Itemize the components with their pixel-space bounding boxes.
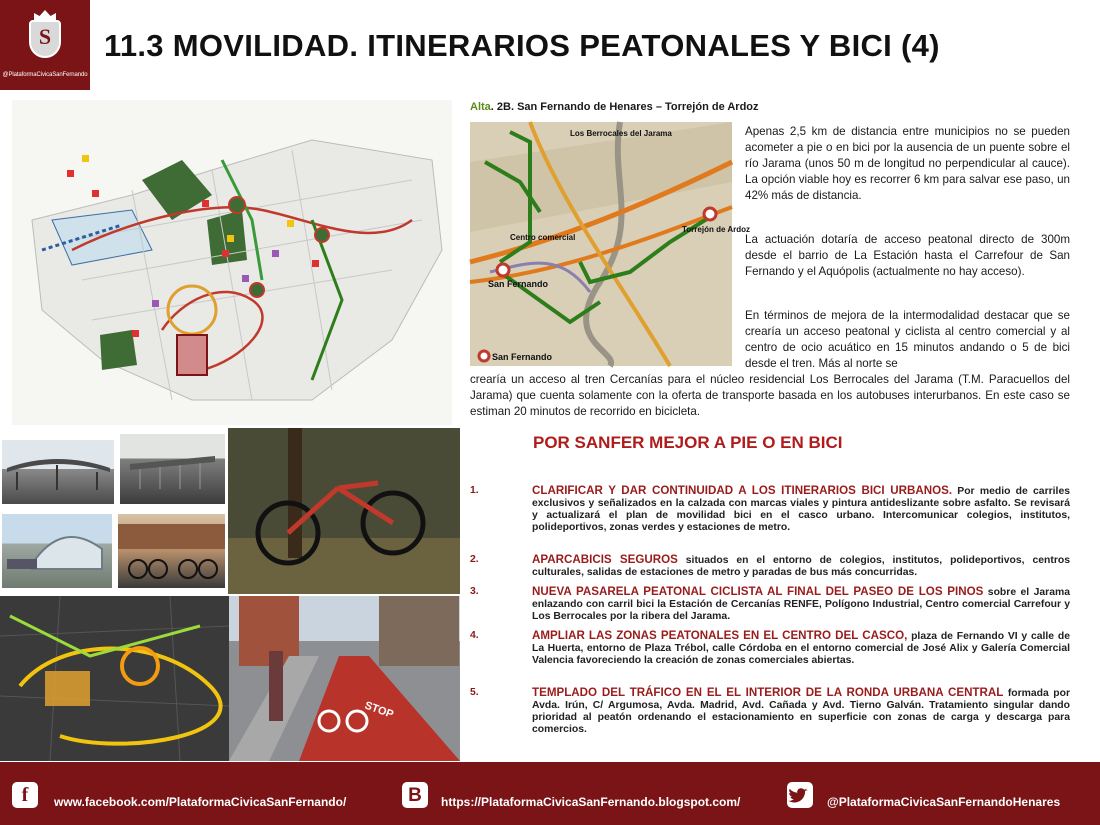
bike-rack-graphic xyxy=(118,514,225,588)
list-item-lead: AMPLIAR LAS ZONAS PEATONALES EN EL CENTRO DEL CASCO, xyxy=(532,629,908,642)
bike-parking-graphic xyxy=(120,434,225,504)
aerial-map-photo xyxy=(0,596,229,761)
covered-bike-park-photo xyxy=(2,514,112,588)
route-map xyxy=(470,122,750,366)
stop-sign-text: STOP xyxy=(362,699,396,721)
label-torrejon: Torrejón de Ardoz xyxy=(682,225,750,234)
section-heading-text: . 2B. San Fernando de Henares – Torrejón de Ardoz xyxy=(490,101,759,113)
list-item xyxy=(470,630,1070,667)
list-item-lead: TEMPLADO DEL TRÁFICO EN EL EL INTERIOR DE LA RONDA URBANA CENTRAL xyxy=(532,686,1004,699)
label-sanfernando: San Fernando xyxy=(488,279,549,289)
list-item-lead: NUEVA PASARELA PEATONAL CICLISTA AL FINAL DEL PASEO DE LOS PINOS xyxy=(532,585,984,598)
blogger-icon[interactable]: B xyxy=(402,782,428,808)
list-item-text: Por medio de carriles exclusivos y señalizados en la calzada con marcas viales y pintura antideslizante sobre asfalto. Se revisará y actualizará el plan de movilidad bici en el casco urbano. Intercomunicar colegios, institutos, polideportivos, zonas verdes y estaciones de metro. xyxy=(532,486,1070,533)
list-item-text: formada por Avda. Irún, C/ Argumosa, Avda. Madrid, Avd. Cañada y Avd. Tierno Galván. Tratamiento singular dando prioridad al peatón ordenando el estacionamiento en superficie con zonas de carga y descarga para comercios. xyxy=(532,688,1071,735)
bike-lane-street-photo xyxy=(229,596,460,761)
bicycle-graphic xyxy=(228,428,460,594)
list-item-number: 2. xyxy=(470,554,479,565)
facebook-icon[interactable]: f xyxy=(12,782,38,808)
bike-parking-photo xyxy=(120,434,225,504)
priority-label: Alta xyxy=(470,101,491,113)
list-item xyxy=(470,586,1070,623)
bicycle-photo xyxy=(228,428,460,594)
paragraph-intermodality-cont: crearía un acceso al tren Cercanías para el núcleo residencial Los Berrocales del Jarama (T.M. Paracuellos del Jarama) que cuenta solamente con la oferta de transporte basada en los autobuses interurbanos. En este caso se estiman 20 minutos de recorrido en bicicleta. xyxy=(470,373,1070,418)
list-item-lead: CLARIFICAR Y DAR CONTINUIDAD A LOS ITINERARIOS BICI URBANOS. xyxy=(532,484,953,497)
list-item-number: 5. xyxy=(470,687,479,698)
label-centro: Centro comercial xyxy=(510,233,576,242)
list-item-text: plaza de Fernando VI y calle de La Huerta, entorno de Plaza Trébol, calle Córdoba en el entorno comercial de José Alix y Galería Comercial Valencia favoreciendo la creación de zonas comerciales abiertas. xyxy=(532,631,1070,666)
bike-lane-street-graphic xyxy=(229,596,460,761)
covered-bike-park-graphic xyxy=(2,514,112,588)
twitter-link[interactable]: @PlataformaCivicaSanFernandoHenares xyxy=(827,795,1061,809)
list-item-text: situados en el entorno de colegios, institutos, polideportivos, centros culturales, salidas de estaciones de metro y paradas de bus más concurridas. xyxy=(532,555,1070,578)
twitter-bird-icon xyxy=(787,782,813,808)
city-map-graphic xyxy=(12,100,452,425)
logo-letter: S xyxy=(38,24,52,49)
crown-icon xyxy=(34,10,56,20)
aerial-map-graphic xyxy=(0,596,229,761)
slogan: POR SANFER MEJOR A PIE O EN BICI xyxy=(533,433,843,452)
label-berrocales: Los Berrocales del Jarama xyxy=(570,129,672,138)
list-item-number: 3. xyxy=(470,586,479,597)
logo-handle: @PlataformaCivicaSanFernando xyxy=(2,72,88,78)
page-title: 11.3 MOVILIDAD. ITINERARIOS PEATONALES Y BICI (4) xyxy=(104,28,940,63)
bike-rack-photo xyxy=(118,514,225,588)
logo xyxy=(0,0,90,90)
route-map-graphic xyxy=(470,122,750,366)
label-station: San Fernando xyxy=(492,352,553,362)
list-item-number: 1. xyxy=(470,485,479,496)
list-item-lead: APARCABICIS SEGUROS xyxy=(532,553,678,566)
section-heading xyxy=(470,101,759,113)
paragraph-distance: Apenas 2,5 km de distancia entre municipios no se pueden acometer a pie o en bici por la ausencia de un puente sobre el río Jarama (unos 50 m de longitud no perpendicular al cauce). La opción viable hoy es recorrer 6 km para salvar ese paso, un 42% más de distancia. xyxy=(745,125,1070,202)
paragraph-access: La actuación dotaría de acceso peatonal directo de 300m desde el barrio de La Estación hasta el Carrefour de San Fernando y el Aquópolis (actualmente no hay acceso). xyxy=(745,233,1070,278)
list-item-text: sobre el Jarama enlazando con carril bici la Estación de Cercanías RENFE, Polígono Industrial, Centro comercial Carrefour y Los Berrocales por la ribera del Jarama. xyxy=(532,587,1070,622)
list-item-number: 4. xyxy=(470,630,479,641)
bike-shelter-photo xyxy=(2,440,114,504)
bike-shelter-graphic xyxy=(2,440,114,504)
footer xyxy=(0,762,1100,825)
facebook-link[interactable]: www.facebook.com/PlataformaCivicaSanFernando/ xyxy=(54,795,347,809)
city-mobility-map xyxy=(12,100,452,425)
blog-link[interactable]: https://PlataformaCivicaSanFernando.blogspot.com/ xyxy=(441,795,741,809)
paragraph-intermodality: En términos de mejora de la intermodalidad destacar que se crearía un acceso peatonal y ciclista al centro comercial y al centro de ocio acuático en 15 minutos andando o 5 de bici desde el tren. Más al norte se xyxy=(745,309,1070,370)
list-item xyxy=(470,554,1070,579)
list-item xyxy=(470,485,1070,534)
twitter-icon[interactable] xyxy=(787,782,813,808)
list-item xyxy=(470,687,1070,736)
